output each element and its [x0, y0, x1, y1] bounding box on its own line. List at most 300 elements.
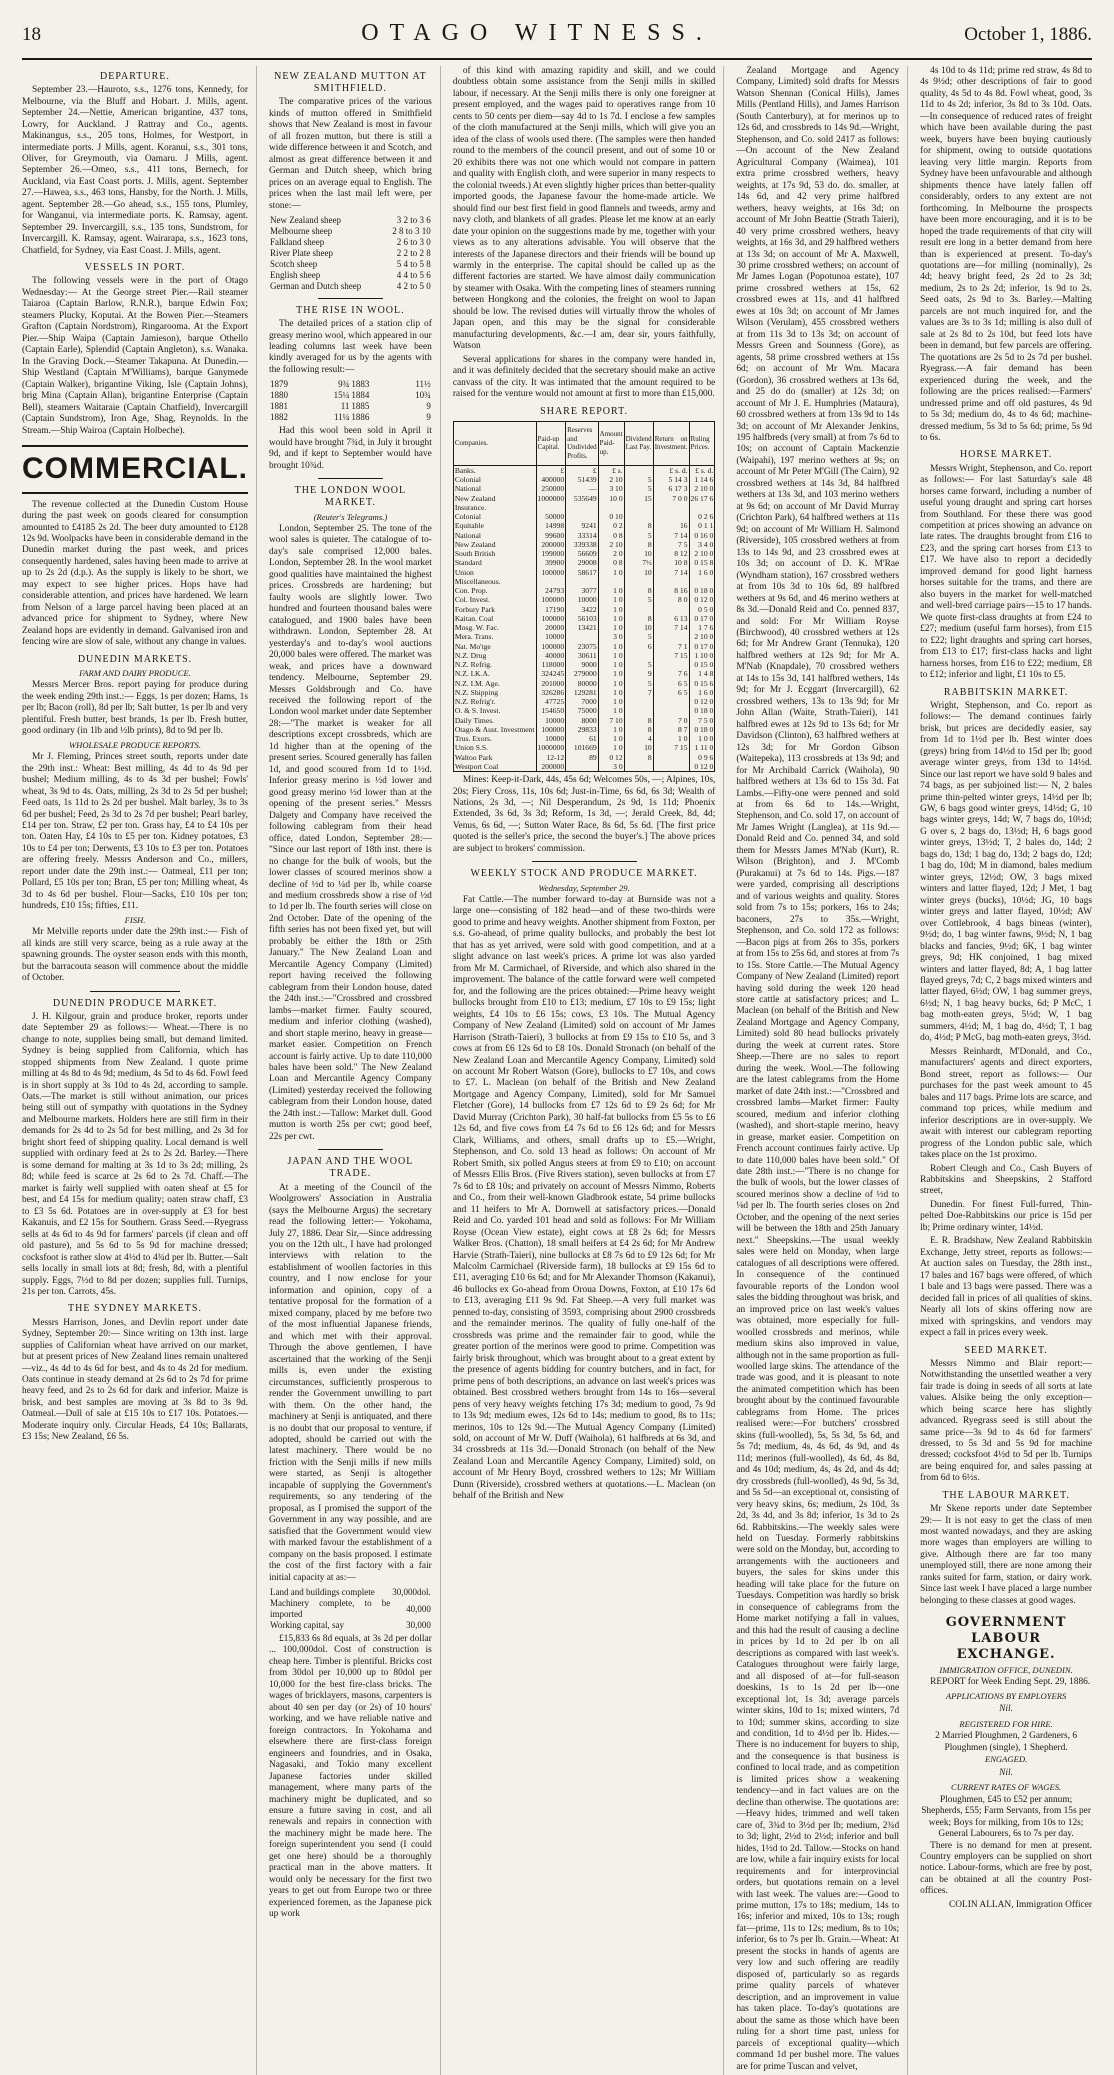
mutton-price: 2 2 to 2 8	[396, 247, 431, 258]
share-column-header: Paid-up Capital.	[536, 421, 566, 465]
share-cell: 0 8	[598, 531, 624, 540]
share-cell: 2 0	[598, 549, 624, 558]
share-cell: Kaitan. Coal	[453, 614, 536, 623]
share-cell: O. & S. Invest.	[453, 706, 536, 715]
share-cell: N.Z. Refrig'r.	[453, 697, 536, 706]
share-cell: 0 18 0	[689, 586, 715, 595]
share-cell: 13421	[566, 623, 599, 632]
share-report-table	[453, 421, 716, 772]
column-2	[269, 66, 441, 2075]
share-cell: 100000	[536, 568, 566, 577]
mutton-price: 3 2 to 3 6	[396, 215, 431, 226]
share-cell: 1 0	[598, 734, 624, 743]
gov-footer-text: There is no demand for men at present. Country employers can be supplied on short notice. Labour-forms, which are free by post, can be obtained at all the country Post-offices.	[920, 1840, 1092, 1897]
london-text: London, September 25. The tone of the wool sales is quieter. The catalogue of to-day's sale comprised 12,000 bales. London, September 28. In the wool market good qualities have maintained the highest prices. Crossbreds are hardening; but faulty wools are slightly lower. Two hundred and fourteen thousand bales were catalogued, and 1900 bales have been withdrawn. London, September 28. At yesterday's and to-day's wool auctions 20,000 bales were offered. The market was weak, and prices have a downward tendency. Melbourne, September 29. Messrs Goldsbrough and Co. have received the following report of the London wool market under date September 28:—"The market is weaker for all descriptions except crossbreds, which are 1d higher than at the opening of the present series. Scoured generally has fallen 1d, and good scoured from 1d to 1½d. Inferior greasy merino is ½d lower and good greasy merino ½d lower than at the opening of the present series." Messrs Dalgety and Company have received the following cablegram from their head office, dated London, September 28:— "Since our last report of 18th inst. there is no change for the bulk of wools, but the lower classes of scoured merinos show a decline of ½d to ¼d per lb, while coarse and medium crossbreds show a rise of ½d to 1d per lb. The fourth series will close on 2nd October. Date of the opening of the fifth series has not been fixed yet, but will probably be either the 18th or 25th January." The New Zealand Loan and Mercantile Agency Company (Limited) report having received the following cablegram from their London house, dated the 24th inst.:—"Crossbred and crossbred lambs—market firmer. Faulty scoured, medium and inferior clothing (washed), and short staple merino, heavy in grease—market easier. Competition on French account is fairly active. Up to date 110,000 bales have been sold." The New Zealand Loan and Mercantile Agency Company (Limited) yesterday received the following cablegram from their London house, dated the 24th inst.:—Tallow: Market dull. Good mutton is worth 25s per cwt; good beef, 22s per cwt.	[268, 523, 432, 1142]
wool-year-row	[269, 390, 432, 401]
share-cell	[689, 577, 715, 586]
share-cell: Con. Prop.	[453, 586, 536, 595]
share-cell: 0 15 0	[689, 660, 715, 669]
share-row	[453, 595, 715, 604]
columns	[22, 66, 1092, 2072]
share-cell: 10	[624, 623, 653, 632]
wool-price: 11	[340, 401, 350, 412]
share-cell: 0 9 6	[689, 753, 715, 762]
gov-report-line: REPORT for Week Ending Sept. 29, 1886.	[930, 1677, 1091, 1688]
japan-text-2: £15,833 6s 8d equals, at 3s 2d per dollar ... 100,000dol. Cost of construction is cheap here. Timber is plentiful. Bricks cost from 30dol per 10,000 up to 80dol per 10,000 for the best fire-class bricks. The wages of bricklayers, masons, carpenters is about 40 sen per day (or 2s) of 10 hours' working, and we have reliable native and foreign contractors. In Yokohama and elsewhere there are first-class foreign engineers and foundries, and in Osaka, Nagasaki, and Tokio many excellent Japanese factories under skilled management, where many parts of the machinery might be duplicated, and so ensure a future saving in cost, and all renewals and repairs in connection with the machinery might be made here. The foreign superintendent you send (I could get one here) should be a thoroughly practical man in the above matters. It would only be necessary for the first two years to get out from Europe two or three experienced foremen, as the Japanese pick up work	[268, 1633, 432, 1920]
share-cell	[624, 762, 653, 772]
produce-heading: DUNEDIN PRODUCE MARKET.	[52, 997, 218, 1009]
paper-title: OTAGO WITNESS.	[361, 20, 713, 46]
share-cell: N.Z. I.M. Age.	[453, 679, 536, 688]
share-cell: 30611	[566, 651, 599, 660]
share-cell: Union	[453, 568, 536, 577]
share-row	[453, 577, 715, 586]
share-cell: 5	[624, 475, 653, 484]
mutton-price: 4 4 to 5 6	[396, 269, 431, 280]
mutton-heading: NEW ZEALAND MUTTON AT SMITHFIELD.	[274, 71, 427, 95]
share-row	[453, 540, 715, 549]
share-cell: 1000000	[537, 493, 565, 503]
share-cell	[624, 697, 653, 706]
share-cell	[598, 577, 624, 586]
share-cell: 1 0 0	[689, 734, 715, 743]
share-cell: 250000	[536, 484, 566, 493]
share-cell: N.Z. Refrig.	[453, 660, 536, 669]
share-row	[453, 568, 715, 577]
share-cell	[653, 577, 689, 586]
share-cell: 12-12	[536, 753, 566, 762]
share-cell: 10000	[536, 632, 566, 641]
share-cell: 5 14 3	[653, 475, 689, 484]
gov-applications-heading: APPLICATIONS BY EMPLOYERS	[945, 1690, 1067, 1701]
share-cell: Standard	[453, 558, 536, 567]
share-cell: 15	[624, 494, 653, 503]
share-cell: 2 10 0	[689, 632, 715, 641]
gov-labour-subheading: IMMIGRATION OFFICE, DUNEDIN.	[939, 1664, 1073, 1675]
dunedin-markets-heading: DUNEDIN MARKETS.	[77, 653, 193, 665]
column-4	[736, 66, 908, 2075]
share-cell: 39900	[536, 558, 566, 567]
share-cell: 0 2	[598, 521, 624, 530]
share-cell: 6 5	[653, 688, 689, 697]
cleugh-text-2: Dunedin. For finest Full-furred, Thin-pelted Doe-Rabbitskins our price is 15d per lb; Prime ordinary winter, 14½d.	[920, 1199, 1092, 1233]
gov-engaged-value: Nil.	[999, 1767, 1013, 1778]
gov-wages-heading: CURRENT RATES OF WAGES.	[950, 1782, 1062, 1793]
mutton-kind: Scotch sheep	[269, 258, 318, 269]
wool-year-row	[269, 412, 432, 423]
share-cell	[624, 651, 653, 660]
share-cell: 10	[624, 568, 653, 577]
share-cell: 3 4 0	[689, 540, 715, 549]
commercial-text: The revenue collected at the Dunedin Custom House during the past week on goods cleared for consumption amounted to £4185 2s 2d. The beer duty amounted to £128 12s 9d. Woolpacks have been in considerable demand in the Dunedin market during the past week, and prices consequently hardened, sales having been made to arrive at up to 2s 2d (d.p.). As the supply is likely to be short, we may expect to see higher prices. Hops have had considerable attention, and prices have hardened. We learn from Nelson of a large parcel having been placed at an advanced price for shipment to Sydney, where New Zealand hops are evidently in demand. Galvanised iron and fencing wire are slow of sale, without any change in values.	[22, 499, 248, 648]
share-cell: 7	[624, 688, 653, 697]
share-cell	[653, 605, 689, 614]
mutton-kind: River Plate sheep	[269, 247, 333, 258]
share-cell	[624, 465, 653, 475]
wool-rise-text-2: Had this wool been sold in April it would have brought 7¾d, in July it brought 9d, and if kept to September would have brought 10¾d.	[268, 426, 432, 471]
share-cell: 0 10	[598, 512, 624, 521]
share-row	[453, 586, 715, 595]
vessels-heading: VESSELS IN PORT.	[84, 262, 186, 274]
share-cell: 3 10	[598, 484, 624, 493]
share-cell	[566, 503, 599, 512]
share-cell	[653, 697, 689, 706]
labour-market-heading: THE LABOUR MARKET.	[942, 1489, 1070, 1501]
share-cell: Daily Times.	[453, 716, 536, 725]
divider	[318, 298, 383, 299]
share-cell: 7 14	[653, 568, 689, 577]
horse-market-heading: HORSE MARKET.	[959, 449, 1053, 461]
share-cell: Colonial	[453, 512, 536, 521]
share-cell: 0 18 0	[689, 725, 715, 734]
japan-cost-row	[269, 1598, 432, 1620]
share-cell: 100000	[536, 614, 566, 623]
gov-labour-heading: GOVERNMENT LABOUR EXCHANGE.	[945, 1615, 1067, 1662]
divider	[90, 991, 180, 992]
share-cell: 10000	[536, 716, 566, 725]
share-cell: 33314	[566, 531, 599, 540]
wool-year: 1883	[351, 379, 370, 390]
share-cell	[653, 762, 689, 772]
column-5	[920, 66, 1092, 2075]
share-cell: 40000	[536, 651, 566, 660]
horse-market-text: Messrs Wright, Stephenson, and Co. report as follows:— For last Saturday's sale 48 horses came forward, including a number of useful young draught and spring cart horses from Southland. For these there was good competition at prices showing an advance on late rates. The draughts brought from £16 to £23, and the spring cart horses from £13 to £17. We have also to report a decidedly improved demand for good light harness horses suitable for the trams, and there are also buyers in the market for well-matched and well-bred carriage pairs—15 to 17 hands. We quote first-class draughts at from £24 to £27; medium (useful farm horses), from £15 to £22; light draughts and spring cart horses, from £13 to £17; first-class hacks and light harness horses, from £16 to £22; medium, £8 to £12; inferior and light, £1 10s to £5.	[920, 463, 1092, 681]
sydney-text: Messrs Harrison, Jones, and Devlin report under date Sydney, September 20:— Since writing on 13th inst. large supplies of Californian wheat have arrived on our market, but at present prices of New Zealand lines remain unaltered—viz., 4s 4d to 4s 6d for best, and 4s to 4s 2d for medium. Oats continue in steady demand at 2s 6d to 2s 7d for prime heavy feed, and 2s to 2s 6d for dark and inferior. Maize is brisk, and best samples are moving at 3s 8d to 3s 9d. Oatmeal.—Dull of sale at £15 10s to £17 10s. Potatoes.—Moderate inquiry only. Circular Heads, £4 10s; Ballarats, £3 15s; New Zealand, £6 5s.	[22, 1317, 248, 1443]
share-cell: Colonial	[453, 475, 536, 484]
share-cell: 7 1	[653, 642, 689, 651]
share-cell: Otago & Aust. Investment	[454, 724, 535, 734]
share-cell	[566, 632, 599, 641]
share-cell: 99600	[536, 531, 566, 540]
column-1	[22, 66, 257, 2075]
share-cell	[624, 503, 653, 512]
gov-engaged-heading: ENGAGED.	[984, 1754, 1028, 1765]
share-cell	[653, 632, 689, 641]
share-cell: 8 7	[653, 725, 689, 734]
share-cell: 0 17 0	[689, 614, 715, 623]
commercial-heading: COMMERCIAL.	[22, 445, 248, 494]
share-cell: New Zealand	[453, 494, 536, 503]
share-cell: 326286	[536, 688, 566, 697]
share-row	[453, 743, 715, 752]
share-cell: 10 0	[598, 494, 624, 503]
share-row	[453, 512, 715, 521]
share-cell: 1 0	[598, 660, 624, 669]
share-row	[453, 623, 715, 632]
wool-price: 9	[426, 412, 431, 423]
share-row	[453, 558, 715, 567]
share-row	[453, 614, 715, 623]
share-cell: 339338	[566, 540, 599, 549]
share-cell: 100000	[536, 595, 566, 604]
share-cell: 7000	[566, 697, 599, 706]
mutton-price-row	[269, 226, 432, 237]
gov-signature: COLIN ALLAN, Immigration Officer	[948, 1899, 1092, 1910]
share-cell: £ s. d.	[689, 465, 715, 475]
issue-date: October 1, 1886.	[964, 24, 1092, 45]
share-cell: 6	[624, 642, 653, 651]
seed-market-heading: SEED MARKET.	[964, 1344, 1048, 1356]
share-cell: 10000	[536, 734, 566, 743]
reinhardt-text: Messrs Reinhardt, M'Donald, and Co., manufacturers' agents and direct exporters, Bond street, report as follows:— Our purchases for the past week amount to 45 bales and 117 bags. Prime lots are scarce, and command top prices, while medium and inferior descriptions are in over-supply. We await with interest our cablegram reporting progress of the London public sale, which takes place on the 1st proximo.	[920, 1046, 1092, 1161]
weekly-stock-text: Fat Cattle.—The number forward to-day at Burnside was not a large one—consisting of 182 head—and of these two-thirds were good to prime and heavy weights. Another shipment from Foxton, per s.s. Go-ahead, of prime quality bullocks, and probably the best lot that has as yet arrived, were sold with good competition, and at a slight advance on last week's prices. A prime lot was also yarded from Mr M. Carmichael, of Riverside, and which also shared in the improvement. The balance of the cattle forward were well competed for, and the following are the prices obtained:—Prime heavy weight bullocks brought from £10 to £13; medium, £7 10s to £9 15s; light weights, £4 10s to £6 15s; cows, £3 10s. The Mutual Agency Company of New Zealand (Limited) sold on account of Mr James Harrison (Strath-Taieri), 3 bullocks at from £9 15s to £10 5s, and 3 cows at from £6 12s 6d to £8 10s. Donald Stronach (on behalf of the New Zealand Loan and Mercantile Agency Company, Limited) sold on account Mr Robert Watson (Gore), bullocks to £7 10s, and cows to £7. L. Maclean (on behalf of the British and New Zealand Mortgage and Agency Company, Limited), sold for Mr Samuel Fletcher (Gore), 14 bullocks from £7 12s 6d to £9 2s 6d; for Mr David Murray (Crichton Park), 30 half-fat bullocks from £5 5s to £6 12s 6d, and five cows from £4 7s 6d to £6 12s 6d; and for Messrs Clark, Williams, and others, small drafts up to £5.—Wright, Stephenson, and Co. sold 13 head as follows: On account of Mr Robert Smith, six polled Angus steers at from £9 to £10; on account of Messrs Ellis Bros. (Five Rivers station), seven bullocks at from £7 7s 6d to £8 10s; and privately on account of Messrs Nimmo, Roberts and Co., from their well-known Gladbrook estate, 54 prime bullocks and 11 heifers to Mr A. Dornwell at satisfactory prices.—Donald Reid and Co. yarded 101 head and sold as follows: For Mr William Royse (Ocean View estate), eight cows at £8 2s 6d; for Messrs Walker Bros. (Chatton), 18 small heifers at £4 2s 6d; for Mr Andrew Harvie (Strath-Taieri), nine bullocks at £8 7s 6d to £9 12s 6d; for Mr Malcolm Carmichael (Riverside farm), 18 bullocks at £9 15s 6d to £11, averaging £10 6s 6d; and for Mr Alexander Thomson (Kakanui), 46 bullocks ex Go-ahead from Oroua Downs, Foxton, at £10 17s 6d to £13, averaging £11 9s 9d. Fat Sheep.—A very full market was penned to-day, consisting of 3593, comprising about 2900 crossbreds and the remainder merinos. The quality of fully one-half of the crossbreds was prime and the remainder fair to good, while the greater portion of the merinos were good to prime. Competition was fairly brisk throughout, which was brought about to a great extent by the presence of agents bidding for country butchers, and in fact, for prime pens of both descriptions, an advance on last week's prices was obtained. Best crossbred wethers brought from 14s to 16s—several pens of very heavy weights fetching 17s 3d; medium to good, 7s 9d to 13s 9d; medium ewes, 12s 6d to 14s; medium to good, 8s to 11s; merinos, 10s to 12s 9d.—The Mutual Agency Company (Limited) sold, on account of Mr W. Duff (Waihola), 61 halfbreds at 6s 3d, and 34 crossbreds at 11s 3d.—Donald Stronach (on behalf of the New Zealand Loan and Mercantile Agency Company, Limited) sold, on account of Mr Henry Boyd, crossbred wethers to 12s; Mr William Dunn (Riverside), crossbred wethers at quotations.—L. Maclean (on behalf of the British and New	[452, 894, 716, 1502]
share-cell: 6 5	[653, 679, 689, 688]
share-cell: Equitable	[453, 521, 536, 530]
share-cell: 1 0	[598, 568, 624, 577]
london-subheading: (Reuter's Telegrams.)	[313, 511, 388, 522]
share-cell	[653, 512, 689, 521]
share-cell: 0 1 1	[689, 521, 715, 530]
share-cell: 17190	[536, 605, 566, 614]
share-cell: 1 7 6	[689, 623, 715, 632]
share-cell: 1 6 0	[689, 688, 715, 697]
mutton-price: 4 2 to 5 0	[396, 280, 431, 291]
divider	[318, 1149, 383, 1150]
share-cell	[536, 577, 566, 586]
wool-price: 9	[426, 401, 431, 412]
share-cell: 1 4 8	[689, 669, 715, 678]
share-cell: 8	[624, 753, 653, 762]
share-row	[453, 679, 715, 688]
share-cell	[566, 762, 599, 772]
share-row	[453, 688, 715, 697]
share-cell: £ s. d.	[653, 465, 689, 475]
share-cell: 7 5	[653, 540, 689, 549]
farm-produce-subheading: FARM AND DAIRY PRODUCE.	[79, 667, 191, 678]
wool-year: 1879	[269, 379, 288, 390]
gov-registered-value: 2 Married Ploughmen, 2 Gardeners, 6 Ploughmen (single), 1 Shepherd.	[935, 1731, 1078, 1753]
share-cell: 14998	[536, 521, 566, 530]
share-cell: 0 15 6	[689, 679, 715, 688]
share-cell: 101669	[566, 743, 599, 752]
share-cell: 200000	[536, 540, 566, 549]
share-cell: 6 13	[653, 614, 689, 623]
wool-price: 10¾	[415, 390, 431, 401]
share-cell	[624, 512, 653, 521]
share-cell: 8	[624, 586, 653, 595]
share-cell: 7 14	[653, 623, 689, 632]
share-column-header: Return on Investment.	[653, 421, 689, 465]
labour-market-text: Mr Skene reports under date September 29:— It is not easy to get the class of men most wanted nowadays, and they are asking more wages than employers are willing to give. Although there are far too many unemployed still, there are none among their ranks suited for farm, station, or dairy work. Since last week I have placed a large number belonging to these classes at good wages.	[920, 1504, 1092, 1606]
share-cell: N.Z. Shipping	[453, 688, 536, 697]
weekly-stock-date: Wednesday, September 29.	[538, 882, 630, 893]
share-cell: 9000	[566, 660, 599, 669]
share-cell: 16	[653, 521, 689, 530]
share-cell: 5	[624, 679, 653, 688]
share-cell: 8000	[566, 716, 599, 725]
share-cell: Banks.	[453, 465, 536, 475]
share-cell	[536, 503, 566, 512]
japan-cost-item: Machinery complete, to be imported	[269, 1598, 391, 1620]
share-cell: 8	[624, 614, 653, 623]
share-cell: 89	[566, 753, 599, 762]
share-cell: Nat. Mo'tge	[453, 642, 536, 651]
share-cell: National	[453, 484, 536, 493]
share-cell: 7 15	[653, 743, 689, 752]
mutton-kind: Falkland sheep	[269, 237, 325, 247]
wool-year-row	[269, 379, 432, 390]
share-cell: South British	[453, 549, 536, 558]
share-row	[453, 725, 715, 734]
share-column-header: Amount Paid-up.	[598, 421, 624, 465]
share-cell: Mera. Trans.	[453, 632, 536, 641]
share-column-header: Reserves and Undivided Profits.	[566, 421, 599, 465]
share-intro-text: Several applications for shares in the company were handed in, and it was definitely decided that the secretary should make an active canvass of the city. It was intimated that the amount required to be raised for the venture would not amount at first to more than £15,000.	[452, 354, 716, 400]
share-cell: 0 12 0	[689, 697, 715, 706]
share-cell: 29008	[566, 558, 599, 567]
share-cell: 8 0	[653, 595, 689, 604]
share-cell: 61	[566, 734, 599, 743]
share-cell: 7 5 0	[689, 716, 715, 725]
share-cell	[653, 753, 689, 762]
share-cell: 10000	[566, 595, 599, 604]
share-row	[453, 521, 715, 530]
share-row	[453, 549, 715, 558]
japan-cost-amount: 30,000dol.	[392, 1587, 431, 1598]
share-cell: 0 12	[598, 753, 624, 762]
share-cell: 2 10	[598, 540, 624, 549]
sydney-heading: THE SYDNEY MARKETS.	[68, 1303, 202, 1315]
gov-registered-heading: REGISTERED FOR HIRE.	[959, 1718, 1053, 1729]
share-cell	[689, 503, 715, 512]
mutton-price-row	[269, 237, 432, 248]
share-row	[453, 716, 715, 725]
share-cell: 1 0	[598, 725, 624, 734]
share-cell: 10	[624, 549, 653, 558]
share-cell: 8 12	[653, 549, 689, 558]
share-cell: 29833	[566, 725, 599, 734]
share-cell: Waltoo Park	[453, 753, 536, 762]
share-row	[453, 762, 715, 772]
share-cell: 118000	[536, 660, 566, 669]
vessels-text: The following vessels were in the port of Otago Wednesday:— At the George street Pier.—Rail steamer Taiaroa (Captain Barlow, R.N.R.), barque Edwin Fox; steamers Plucky, Koputai. At the Bowen Pier.—Steamers Grafton (Captain Nordstrom), Ringarooma. At the Export Pier.—Ship Waipa (Captain Jamieson), barque Othello (Captain Earle), Splendid (Captain Angleton), s.s. Wanaka. In the Graving Dock.—Steamer Takapuna. At Dunedin.—Ship Westland (Captain M'Williams), barque Ganymede (Captain Walker), brigantine Viking, Isle (Captain Johns), brig Mina (Captain Allan), brigantine Enterprise (Captain Bell), steamers Waitaraie (Captain Chatfield), Invercargill (Captain Sundstrom), Iron Age, Shag, Reynolds. In the Stream.—Ship Wairoa (Captain Holbeche).	[22, 276, 248, 436]
share-cell: 23075	[566, 642, 599, 651]
share-cell	[566, 512, 599, 521]
wool-rise-text: The detailed prices of a station clip of greasy merino wool, which appeared in our leading columns last week have been kindly averaged for us by the agents with the following result:—	[268, 319, 432, 375]
share-cell: 10 8	[653, 558, 689, 567]
share-cell: 56103	[566, 614, 599, 623]
share-cell: 3 0	[598, 632, 624, 641]
share-cell: 1 0	[598, 669, 624, 678]
japan-cost-row	[269, 1587, 432, 1598]
mutton-price-table	[269, 215, 432, 292]
share-cell: 7 14	[653, 531, 689, 540]
share-cell: 24793	[536, 586, 566, 595]
share-cell: Insurance.	[453, 503, 536, 512]
share-row	[453, 642, 715, 651]
wholesale-subheading: WHOLESALE PRODUCE REPORTS.	[68, 739, 201, 750]
share-row	[453, 632, 715, 641]
share-cell: 7½	[624, 558, 653, 567]
share-cell: 201000	[536, 679, 566, 688]
share-row	[453, 734, 715, 743]
share-cell: 1 11 0	[689, 743, 715, 752]
share-cell: 535649	[566, 494, 599, 503]
mutton-price: 2 6 to 3 0	[396, 237, 431, 247]
divider	[532, 861, 637, 862]
share-cell: 2 10 0	[689, 549, 715, 558]
wool-years-table	[269, 379, 432, 423]
mutton-kind: German and Dutch sheep	[269, 280, 362, 291]
share-cell: 1 10 0	[689, 651, 715, 660]
share-cell: 324245	[536, 669, 566, 678]
share-cell: 1 6 0	[689, 568, 715, 577]
share-cell: 10	[624, 743, 653, 752]
column-3	[453, 66, 725, 2075]
share-cell: 1 0	[598, 586, 624, 595]
share-row	[453, 669, 715, 678]
mines-text: Mines: Keep-it-Dark, 44s, 45s 6d; Welcomes 50s, —; Alpines, 10s, 20s; Fiery Cross, 11s, 10s 6d; Just-in-Time, 6s 6d, 6s 3d; Wealth of Nations, 2s 3d, —; Nil Desperandum, 2s 9d, 1s 11d; Phoenix Extended, 3s 6d, 3s 3d; Reform, 1s 3d, —; Jerald Creek, 8d, 4d; Venus, 6s 6d, —; Sutton Water Race, 8s 6d, 5s 6d. [The first price quoted is the seller's price, the second the buyer's.] The above prices are subject to brokers' commission.	[452, 775, 716, 854]
share-cell: 9241	[566, 521, 599, 530]
share-cell: 8 16	[653, 586, 689, 595]
share-cell: 3 0	[598, 762, 624, 772]
share-cell: 1 0	[598, 595, 624, 604]
wool-price: 11½	[415, 379, 431, 390]
share-cell: 0 2 6	[689, 512, 715, 521]
share-cell: 400000	[536, 475, 566, 484]
share-cell	[653, 503, 689, 512]
dunedin-markets-text: Messrs Mercer Bros. report paying for produce during the week ending 29th inst.:— Eggs, 1s per dozen; Hams, 1s per lb; Bacon (roll), 8d per lb; Salt butter, 1s per lb and very plentiful. Fresh butter, best brands, 1s per lb. Fresh butter, good ordinary (in 1lb and ½lb prints), 8d to 9d per lb.	[22, 680, 248, 737]
share-cell: Mosg. W. Fac.	[453, 623, 536, 632]
masthead	[22, 20, 1092, 60]
share-cell: 0 17 0	[689, 642, 715, 651]
share-cell: 56609	[566, 549, 599, 558]
share-cell	[566, 577, 599, 586]
share-row	[453, 706, 715, 715]
divider	[318, 478, 383, 479]
produce-text: J. H. Kilgour, grain and produce broker, reports under date September 29 as follows:— Wheat.—There is no change to note, supplies being small, but demand limited. Sydney is being supplied from California, which has stopped shipments from New Zealand. I quote prime milling at 4s 8d to 4s 9d; medium, 4s 5d to 4s 6d. Fowl feed is in short supply at 3s 10d to 4s 2d, according to sample. Oats.—The market is still without animation, our prices being still out of sympathy with quotations in the Sydney and Melbourne markets. Holders here are still firm in their demands for 2s 4d to 2s 5d for best milling, and 2s 3d for bright short feed of shipping quality. Local demand is well supplied with ordinary feed at 2s to 2s 2d. Barley.—There is some demand for malting at 3s 1d to 3s 2d; milling, 2s 8d; while feed is scarce at 2s 6d to 2s 7d. Chaff.—The market is fairly well supplied with oaten sheaf at £5 for best, and £4 15s for medium quality; oaten straw chaff, £3 to £3 5s 6d. Potatoes are in over-supply at £3 for best Kakanuis, and £2 15s for Southern. Grass Seed.—Ryegrass sells at 4s 6d to 4s 9d for farmers' parcels (if clean and off old pasture), and 5s 6d to 5s 9d for machine dressed; cocksfoot is rather slow at 4½d to 4¾d per lb. Butter.—Salt sells locally in small lots at 8d; fresh, 8d, with a plentiful supply. Eggs, 7½d to 8d per dozen; supplies full. Turnips, 21s per ton. Carrots, 45s.	[22, 1011, 248, 1297]
wool-year-row	[269, 401, 432, 412]
share-cell: 6 17 3	[653, 484, 689, 493]
share-cell: Westport Coal	[453, 762, 536, 772]
share-cell: —	[566, 484, 599, 493]
share-cell: 50000	[536, 512, 566, 521]
share-cell: 0 15 8	[689, 558, 715, 567]
share-cell	[624, 706, 653, 715]
share-cell: 8	[624, 716, 653, 725]
japan-heading: JAPAN AND THE WOOL TRADE.	[287, 1156, 414, 1180]
share-cell: 7 10	[598, 716, 624, 725]
mutton-price-row	[269, 248, 432, 259]
mutton-price-row	[269, 215, 432, 226]
share-cell: 8	[624, 540, 653, 549]
share-column-header: Companies.	[453, 421, 536, 465]
wool-year: 1881	[269, 401, 288, 412]
share-cell: 154650	[536, 706, 566, 715]
wholesale-text: Mr J. Fleming, Princes street south, reports under date the 29th inst.: Wheat: Best milling, 4s 4d to 4s 9d per bushel; Medium milling, 4s to 4s 3d per bushel; Fowls' wheat, 3s 9d to 4s. Oats, milling, 2s 3d to 2s 5d per bushel; Feed oats, 1s 11d to 2s 2d per bushel. Malt barley, 3s to 3s 6d per bushel; Feed, 2s 3d to 2s 7d per bushel; Pearl barley, £14 per ton. Straw, £2 per ton. Grass hay, £4 to £4 10s per ton. Oaten Hay, £4 10s to £5 per ton. Kidney potatoes, £3 10s to £4 per ton; Derwents, £3 10s to £3 per ton. Potatoes are offering freely. Messrs Anderson and Co., millers, report under date the 29th inst.:— Oatmeal, £11 per ton; Pollard, £5 10s per ton; Bran, £5 per ton; Milling wheat, 4s 3d to 4s 6d per bushel. Flour—Sacks, £10 10s per ton; hundreds, £10 15s; fifties, £11.	[22, 752, 248, 912]
share-cell: Union S.S.	[453, 743, 536, 752]
mutton-kind: New Zealand sheep	[269, 215, 341, 226]
mutton-kind: Melbourne sheep	[269, 226, 333, 237]
share-cell: 7 15	[653, 651, 689, 660]
weekly-stock-continued-text: Zealand Mortgage and Agency Company, Limited) sold drafts for Messrs Watson Shennan (Conical Hills), James Mills (Pentland Hills), and James Harrison (South Canterbury), at for merinos up to 12s 6d, and crossbreds to 14s 9d.—Wright, Stephenson, and Co. sold 2417 as follows:—On account of the New Zealand Agricultural Company (Waimea), 101 extra prime crossbred wethers, heavy weights, at 17s 9d, 53 do. do. smaller, at 14s 6d, and 42 very prime halfbred wethers, heavy weights, at 16s 3d; on account of Mr John Beattie (Strath Taieri), 40 very prime crossbred wethers, heavy weights, at 16s 3d, and 29 halfbred wethers at 13s 3d; on account of Mr A. Maxwell, 30 prime crossbred wethers; on account of Mr James Logan (Popotunoa estate), 107 prime crossbred wethers at 15s, 62 crossbred ewes at 11s, and 41 halfbred ewes at 10s 3d; on account of Mr James Wilson (Verulam), 455 crossbred wethers at from 11s 3d to 13s 3d; on account of Messrs Green and Sounness (Gore), as agents, 58 prime crossbred wethers at 15s 6d; on account of Mr Wm. Macara (Gordon), 36 crossbred wethers at 13s 6d, and 25 do do (smaller) at 12s 3d; on account of Mr J. E. Humphries (Mataura), 60 crossbred wethers at from 13s 9d to 14s 3d; on account of Mr Alexander Jenkins, 195 halfbreds (very small) at from 7s 6d to 10s; on account of Captain Mackenzie (Waipahi), 197 merino wethers at 9s; on account of Mr Peter M'Gill (The Cairn), 92 crossbred wethers at 14s 3d, 84 halfbred wethers at 13s 3d, and 103 merino wethers at 9s 6d; on account of Mr David Murray (Crichton Park), 64 halfbred wethers at 11s 9d; on account of Mr William H. Salmond (Riverside), 105 crossbred wethers at from 13s to 14s 9d, and 23 crossbred ewes at 10s 3d; on account of D. K. M'Rae (Wyndham station), 167 crossbred wethers at from 10s 3d to 10s 6d, 89 halfbred wethers at 9s 6d, and 46 merino wethers at 8s 3d.—Donald Reid and Co. penned 837, and sold: For Mr William Royse (Birchwood), 40 crossbred wethers at 12s 6d; for Mr Andrew Grant (Tennuka), 120 halfbred wethers at 12s 9d; for Mr A. M'Nab (Knapdale), 70 crossbred wethers at 14s to 15s 3d, 141 halfbred wethers, 14s 9d; for Mr J. Ecggart (Invercargill), 62 crossbred wethers, 13s to 13s 9d; for Mr John Allan (Waite, Strath-Taieri), 141 halfbred ewes at 12s 9d to 13s 6d; for Mr Davidson (Clinton), 63 halfbred wethers at 12s 3d; for Mr Gordon Gibson (Waitepeka), 113 crossbreds at 13s 9d; and for Mr Archibald Carrick (Waihola), 90 halfbred wethers at 13s 6d to 15s 3d. Fat Lambs.—Fifty-one were penned and sold at from 6s 6d to 14s.—Wright, Stephenson, and Co. sold 17, on account of Mr James Wright (Langlea), at 11s 9d.—Donald Reid and Co. penned 34, and sold them for Messrs James M'Nab (Kurt), R. Wilson (Brighton), and J. M'Comb (Purakanui) at 7s 6d to 14s. Pigs.—187 were yarded, comprising all descriptions and of various weights and quality. Stores sold from 7s to 15s; porkers, 16s to 24s; baconers, 27s to 35s.—Wright, Stephenson, and Co. sold 172 as follows:—Bacon pigs at from 26s to 35s, porkers at from 15s to 25s 6d, and stores at from 7s to 15s. Store Cattle.—The Mutual Agency Company of New Zealand (Limited) report having sold during the week 120 head store cattle at satisfactory prices; and L. Maclean (on behalf of the British and New Zealand Mortgage and Agency Company, Limited) sold 80 head bullocks privately during the week at current rates. Store Sheep.—There are no sales to report during the week. Wool.—The following are the latest cablegrams from the Home market of date 24th inst.:—"Crossbred and crossbred lambs—Market firmer: Faulty scoured, medium and inferior clothing (washed), and short-staple merino, heavy in grease, market easier. Competition on French account continues fairly active. Up to date 110,000 bales have been sold." Of date 28th inst.:—"There is no change for the bulk of wools, but the lower classes of scoured merinos show a decline of ½d to ⅛d per lb. The fourth series closes on 2nd October, and the opening of the next series will be between the 18th and 25th January next." Sheepskins.—The usual weekly sales were held on Monday, when large catalogues of all descriptions were offered. In consequence of the continued favourable reports of the London wool sales the bidding throughout was brisk, and an improved price on last week's values was obtained, more especially for full-woolled crossbreds and merinos, while medium skins also improved in value, although not in the same proportion as full-woolled large skins. The attendance of the trade was good, and it is pleasant to note the animated competition which has been brought about by the continued favourable cablegrams from Home. The prices realised were:—For butchers' crossbred skins (full-woolled), 5s, 5s 3d, 5s 6d, and 5s 7d; medium, 4s, 4s 6d, 4s 9d, and 4s 11d; merinos (full-woolled), 4s 6d, 4s 8d, and 4s 10d; medium, 4s, 4s 2d, and 4s 4d; dry crossbreds (full-woolled), 4s 9d, 5s 3d, and 5s 5d—an exceptional ot, consisting of very heavy skins, 6s; medium, 2s 10d, 3s 2d, 3s 4d, and 3s 8d; inferior, 1s 3d to 2s 6d. Rabbitskins.—The weekly sales were held on Tuesday. Formerly rabbitskins were sold on the Monday, but, according to arrangements with the auctioneers and buyers, the sales for skins under this heading will take place for the future on Tuesdays. Competition was hardly so brisk in consequence of cablegrams from the Home market notifying a fall in values, and this had the result of causing a decline in prices by 1d to 2d per lb on all descriptions as compared with last week's. Catalogues throughout were fairly large, and all disposed of at—for full-season doeskins, 1s to 1s 2d per lb—one exceptional lot, 1s 3d; average parcels winter skins, 10d to 1s; mixed winters, 7d to 10d; summer skins, according to size and condition, 1d to 4½d per lb. Hides.—There is no inducement for buyers to ship, and the consequence is that business is confined to local trade, and as competition is limited prices show a weakening tendency—and in fact values are on the decline than otherwise. The quotations are:—Heavy hides, trimmed and well taken care of, 3¾d to 3½d per lb; medium, 2¾d to 3d; light, 2½d to 2½d; inferior and bull hides, 1½d to 2d. Tallow.—Stocks on hand are low, while a fair inquiry exists for local requirements and for interprovincial orders, but quotations remain on a level with last week. The values are:—Good to prime mutton, 17s to 18s; medium, 14s to 16s; inferior and mixed, 10s to 13s; rough fat—prime, 11s to 12s; medium, 8s to 10s; inferior, 6s to 7s per lb. Grain.—Wheat: At present the stocks in hands of agents are very low and such offering are readily disposed of, particularly so as regards prime quality parcels of whatever description, and an improvement in value has taken place. To-day's quotations are about the same as those which have been ruling for a short time past, unless for parcels of exceptional quality—which command 1d per bushel more. The values are for prime Tuscan and velvet,	[736, 66, 900, 2072]
japan-cost-item: Land and buildings complete	[269, 1587, 375, 1598]
share-cell: 1 0	[598, 743, 624, 752]
mutton-kind: English sheep	[269, 269, 321, 280]
share-cell	[624, 605, 653, 614]
wool-year: 1886	[351, 412, 370, 423]
gov-wages-value: Ploughmen, £45 to £52 per annum; Shepherds, £55; Farm Servants, from 15s per week; Boys for milking, from 10s to 12s; General Labourers, 6s to 7s per day.	[921, 1794, 1091, 1840]
share-cell: 200000	[536, 762, 566, 772]
share-cell: 2 10	[598, 475, 624, 484]
share-cell: 8	[624, 521, 653, 530]
share-cell: 7 6	[653, 669, 689, 678]
share-cell: 279000	[566, 669, 599, 678]
share-cell: New Zealand	[453, 540, 536, 549]
mutton-price: 5 4 to 5 8	[396, 258, 431, 269]
share-cell: £	[566, 465, 599, 475]
share-cell: 1 0	[598, 614, 624, 623]
